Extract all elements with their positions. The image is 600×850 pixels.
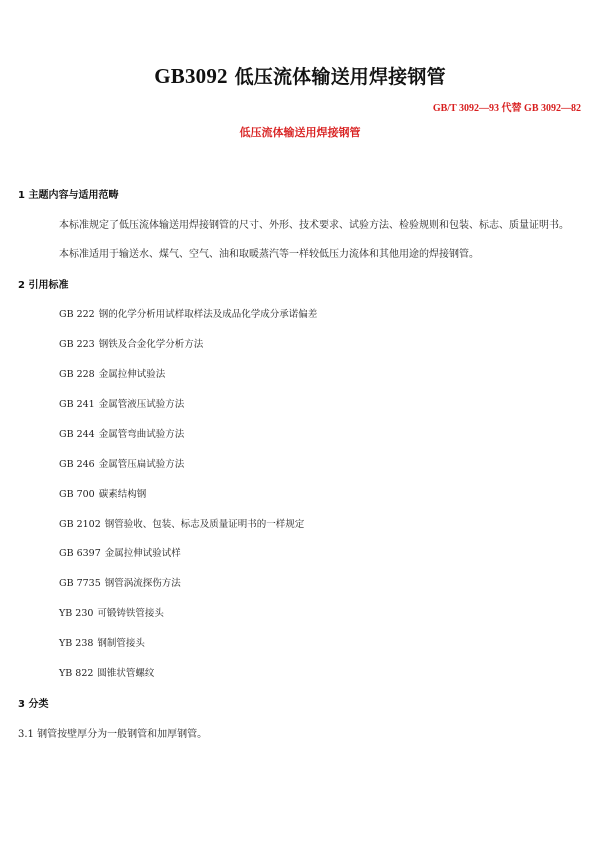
reference-item [59, 516, 304, 530]
reference-code: YB 822 [59, 668, 94, 679]
reference-item [59, 635, 145, 649]
reference-code: GB 6397 [59, 548, 101, 559]
clause-3-1: 3.1 钢管按壁厚分为一般钢管和加厚钢管。 [18, 729, 208, 740]
reference-title: 金属管液压试验方法 [98, 399, 185, 410]
section-1-paragraph: 本标准规定了低压流体输送用焊接钢管的尺寸、外形、技术要求、试验方法、检验规则和包装、标志、质量证明书。 [59, 220, 569, 231]
reference-code: YB 238 [59, 638, 94, 649]
reference-title: 金属拉伸试验试样 [104, 548, 181, 559]
reference-title: 金属管压扁试验方法 [98, 459, 185, 470]
section-3-heading: 3 分类 [18, 699, 49, 710]
reference-code: GB 244 [59, 429, 95, 440]
reference-title: 钢管验收、包装、标志及质量证明书的一样规定 [104, 519, 305, 530]
reference-item [59, 336, 203, 350]
reference-code: GB 223 [59, 339, 95, 350]
reference-title: 碳素结构钢 [98, 489, 147, 500]
title-code: GB3092 [154, 64, 228, 88]
reference-code: GB 246 [59, 459, 95, 470]
reference-code: GB 2102 [59, 519, 101, 530]
standard-subtitle: 低压流体输送用焊接钢管 [239, 126, 361, 139]
reference-title: 钢制管接头 [97, 638, 145, 649]
reference-item [59, 605, 164, 619]
reference-title: 可锻铸铁管接头 [97, 608, 164, 619]
reference-item [59, 456, 184, 470]
reference-code: GB 700 [59, 489, 95, 500]
reference-title: 钢管涡流探伤方法 [104, 578, 181, 589]
standard-reference: GB/T 3092—93 代替 GB 3092—82 [432, 103, 581, 114]
reference-item [59, 575, 181, 589]
document-title [0, 62, 600, 89]
reference-item [59, 545, 181, 559]
reference-title: 圆锥状管螺纹 [97, 668, 155, 679]
reference-item [59, 486, 146, 500]
reference-title: 金属拉伸试验法 [98, 369, 166, 380]
reference-title: 钢的化学分析用试样取样法及成品化学成分承诺偏差 [98, 309, 318, 320]
reference-code: YB 230 [59, 608, 94, 619]
section-1-paragraph: 本标准适用于输送水、煤气、空气、油和取暖蒸汽等一样较低压力流体和其他用途的焊接钢管。 [59, 249, 479, 260]
section-1-heading: 1 主题内容与适用范畴 [18, 190, 119, 201]
reference-code: GB 241 [59, 399, 95, 410]
reference-title: 金属管弯曲试验方法 [98, 429, 185, 440]
reference-code: GB 228 [59, 369, 95, 380]
reference-code: GB 222 [59, 309, 95, 320]
reference-item [59, 306, 317, 320]
reference-item [59, 665, 154, 679]
reference-item [59, 396, 184, 410]
reference-code: GB 7735 [59, 578, 101, 589]
title-text: 低压流体输送用焊接钢管 [234, 66, 446, 88]
section-2-heading: 2 引用标准 [18, 280, 69, 291]
reference-item [59, 366, 165, 380]
reference-title: 钢铁及合金化学分析方法 [98, 339, 204, 350]
reference-item [59, 426, 184, 440]
